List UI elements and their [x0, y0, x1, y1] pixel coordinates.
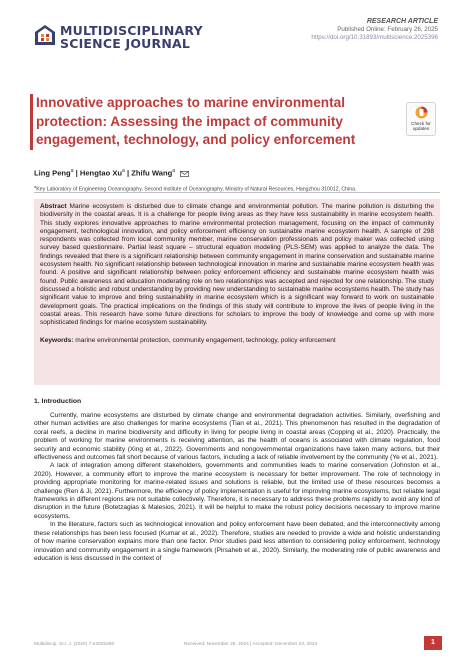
author-affil-sup: a — [172, 168, 176, 174]
badge-line2: updates — [412, 126, 430, 132]
author-list — [34, 168, 189, 178]
author-affil-sup: a — [122, 168, 125, 174]
abstract-body: Marine ecosystem is disturbed due to climate change and environmental pollution. The marine pollution is disturbing the biodiversity in the coastal areas. It is a challenge for people living areas as they have less sustainability in marine ecosystem health. This study explores innovative approaches to marine environmental protection management, focusing on the impact of community engagement, technological innovation, and policy enforcement efficiency on sustainable marine ecosystem health. A sample of 298 respondents was collected from local community member, marine conservation professionals and policy maker was collected using survey based questionnaire. Partial least square – structural equation modeling (PLS-SEM) was applied to analyze the data. The findings revealed that there is a significant relationship between community engagement in marine conservation and sustainable marine ecosystem health. No significant relationship between technological innovation in marine and sustainable marine ecosystem health was found. A positive and significant relationship between policy enforcement efficiency and sustainable marine ecosystem health was found. Public awareness and education moderating role on two relationships was accepted and rejected for one relationship. The study discussed a holistic and robust understanding by providing new understanding to sustainable marine ecosystems health. The study has significant value to improve and bring sustainability in marine ecosystem which is a significant way forward to work on sustainable development goals. The practical implications on the findings of this study will contribute to improve the lives of people living in the coastal areas. This research have some future directions for scholars to improve the body of knowledge and come up with more sophisticated findings for marine ecosystem sustainability. — [40, 203, 434, 327]
published-date: Published Online: February 26, 2025 — [337, 26, 438, 33]
footer-citation: Multidiscip. Sci. J. (2025) 7:e2025396 — [34, 642, 114, 647]
abstract-box — [34, 199, 440, 385]
check-updates-icon — [415, 106, 428, 119]
page-header — [0, 0, 474, 84]
paragraph: A lack of integration among different stakeholders, governments and communities leads to marine conservation (Johnston et al., 2020). However, a community effort to improve the marine ecosystem is necessary for better improvement. The role of technology in providing appropriate monitoring for marine-related issues and solutions is reliable, but the limited use of these resources becomes a challenge (Ren & Ji, 2021). Furthermore, the efficiency of policy implementation is useful for improving marine ecosystems, but reliable legal frameworks in different regions are not suitable collectively. Therefore, it is necessary to address these problems rapidly to avoid any kind of disruption in the future (Botetzagias & Malesios, 2021). It will be helpful to make the robust policy decisions necessary to improve marine ecosystems. — [34, 462, 440, 520]
abstract-label: Abstract — [40, 203, 67, 210]
abstract-text — [40, 203, 434, 327]
keywords-text: marine environmental protection, community engagement, technology, policy enforcement — [73, 337, 336, 345]
author-affil-sup: a — [70, 168, 74, 174]
author-name[interactable]: Hengtao Xu — [79, 168, 123, 178]
keywords-label: Keywords: — [40, 337, 74, 345]
affiliation-sup: a — [34, 184, 37, 189]
section-heading: 1. Introduction — [34, 398, 82, 405]
envelope-icon[interactable] — [180, 171, 189, 177]
journal-name-line1: MULTIDISCIPLINARY — [60, 23, 203, 38]
paragraph: In the literature, factors such as technological innovation and policy enforcement have been debated, and the interconnectivity among these relationships has been less focused (Kumar et al., 2022). Therefore, studies are needed to provide a wide and holistic understanding of how marine conservation explains more than one factor. Prior studies paid less attention to considering policy enforcement, technology innovation and community engagement in a single framework (Pirsaheb et al., 2020). Similarly, the moderating role of public awareness and education is less discussed in the context of — [34, 521, 440, 562]
article-title: Innovative approaches to marine environmental protection: Assessing the impact of community engagement, technology, and policy enforcement — [36, 95, 356, 147]
article-type: RESEARCH ARTICLE — [366, 18, 438, 25]
page-number: 1 — [424, 636, 442, 650]
author-name[interactable]: Ling Peng — [34, 168, 71, 178]
journal-name — [60, 24, 203, 50]
article-meta — [311, 18, 438, 42]
journal-logo-icon — [34, 24, 56, 46]
author-separator: | — [73, 168, 80, 178]
author-separator: | — [124, 168, 132, 178]
author-name[interactable]: Zhifu Wang — [131, 168, 173, 178]
footer-dates: Received: November 28, 2024 | Accepted: December 23, 2024 — [184, 642, 318, 647]
journal-name-line2: SCIENCE JOURNAL — [60, 36, 191, 51]
doi-link[interactable]: https://doi.org/10.31893/multiscience.2025396 — [311, 34, 438, 41]
badge-text — [407, 121, 435, 132]
affiliation-text: Key Laboratory of Engineering Oceanography, Second Institute of Oceanography, Ministry of Natural Resources, Hangzhou 310012, China. — [36, 186, 357, 193]
introduction-text — [34, 412, 440, 563]
keywords — [40, 337, 434, 345]
badge-line1: Check for — [411, 121, 431, 126]
paragraph: Currently, marine ecosystems are disturbed by climate change and environmental degradation activities. Similarly, overfishing and other human activities are also challenges for marine ecosystems (Tian et al., 2021). This phenomenon has resulted in the degradation of coral reefs, a decline in marine biodiversity and difficulty in living for people living in coastal areas (Copping et al., 2020). Practically, the problem of working for marine environments is receiving attention, as the health of oceans is associated with climate regulation, food security and economic stability (Xing et al., 2022). Governments and nongovernmental organizations have taken many actions, but their effectiveness and outcomes fall short because of various factors, including a lack of reliable involvement by the community (Ye et al., 2021). — [34, 412, 440, 462]
check-for-updates-badge[interactable] — [406, 102, 436, 136]
divider — [34, 192, 440, 193]
